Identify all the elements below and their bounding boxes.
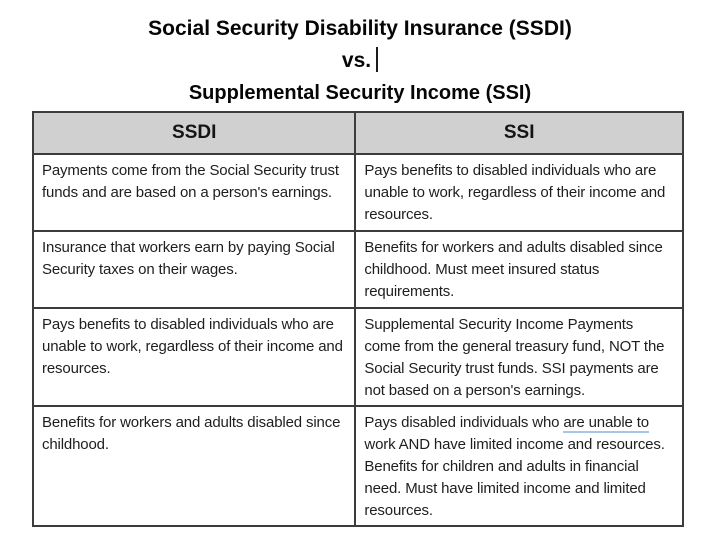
cell-ssdi-row2[interactable]: Insurance that workers earn by paying Social Security taxes on their wages. [33, 231, 355, 308]
table-header-ssi[interactable]: SSI [355, 112, 683, 154]
document-title [0, 0, 720, 109]
table-row-4 [33, 406, 683, 526]
cell-ssi-row2[interactable]: Benefits for workers and adults disabled since childhood. Must meet insured status requirements. [355, 231, 683, 308]
cell-ssi-row1[interactable]: Pays benefits to disabled individuals who are unable to work, regardless of their income and resources. [355, 154, 683, 231]
table-row-2 [33, 231, 683, 308]
cell-text-suffix: work AND have limited income and resources. Benefits for children and adults in financial need. Must have limited income and limited resources. [364, 436, 665, 519]
title-line-ssi[interactable]: Supplemental Security Income (SSI) [188, 82, 532, 104]
table-row-1 [33, 154, 683, 231]
title-line-ssdi[interactable]: Social Security Disability Insurance (SSDI) [148, 17, 572, 40]
table-header-ssdi[interactable]: SSDI [33, 112, 355, 154]
vs-text: vs. [341, 49, 372, 72]
cell-ssdi-row3[interactable]: Pays benefits to disabled individuals who are unable to work, regardless of their income and resources. [33, 308, 355, 406]
text-cursor [376, 47, 378, 72]
cell-ssdi-row4[interactable]: Benefits for workers and adults disabled since childhood. [33, 406, 355, 526]
cell-text-prefix: Pays disabled individuals who [364, 414, 564, 431]
cell-ssi-row3[interactable]: Supplemental Security Income Payments come from the general treasury fund, NOT the Social Security trust funds. SSI payments are not based on a person's earnings. [355, 308, 683, 406]
table-row-3 [33, 308, 683, 406]
underlined-phrase[interactable]: are unable to [563, 414, 649, 431]
table-header-row [33, 112, 683, 154]
cell-ssi-row4[interactable] [355, 406, 683, 526]
cell-ssdi-row1[interactable]: Payments come from the Social Security trust funds and are based on a person's earnings. [33, 154, 355, 231]
title-line-vs[interactable] [0, 45, 720, 77]
comparison-table [32, 111, 684, 527]
